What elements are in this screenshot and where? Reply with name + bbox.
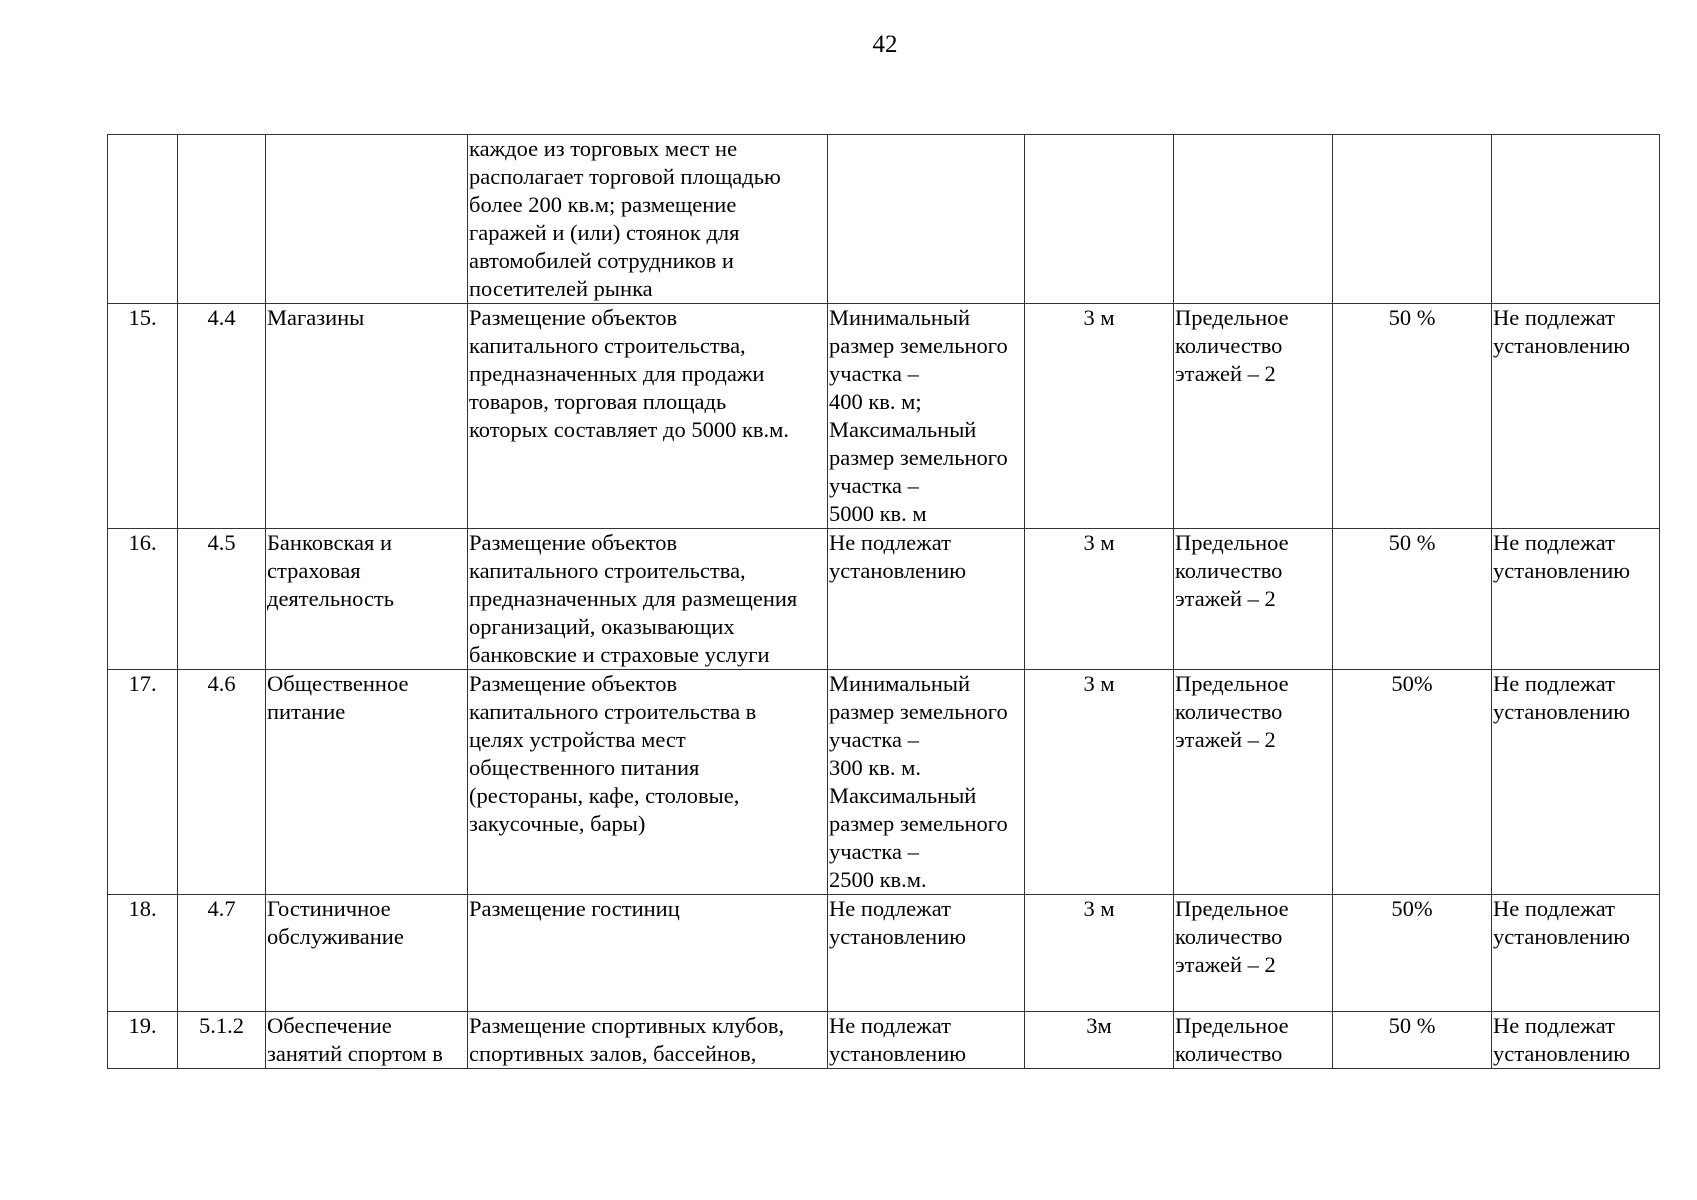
use-name-cell [266, 135, 468, 304]
setback-cell: 3 м [1025, 895, 1174, 1012]
use-name-cell: Гостиничное обслуживание [266, 895, 468, 1012]
row-number-cell: 17. [108, 670, 178, 895]
setback-cell: 3 м [1025, 670, 1174, 895]
table-row [108, 529, 1660, 670]
floors-limit-cell: Предельное количество этажей – 2 [1174, 529, 1333, 670]
table-row [108, 895, 1660, 1012]
restrictions-cell: Не подлежат установлению [1492, 670, 1660, 895]
coverage-percent-cell: 50 % [1333, 529, 1492, 670]
use-description-cell: Размещение объектов капитального строительства, предназначенных для размещения организаций, оказывающих банковские и страховые услуги [468, 529, 828, 670]
use-description-cell: Размещение объектов капитального строительства в целях устройства мест общественного питания (рестораны, кафе, столовые, закусочные, бары) [468, 670, 828, 895]
restrictions-cell: Не подлежат установлению [1492, 895, 1660, 1012]
setback-cell: 3 м [1025, 529, 1174, 670]
plot-size-cell: Не подлежат установлению [828, 895, 1025, 1012]
row-number-cell: 15. [108, 304, 178, 529]
row-number-cell: 19. [108, 1012, 178, 1069]
use-code-cell: 4.7 [178, 895, 266, 1012]
coverage-percent-cell [1333, 135, 1492, 304]
row-number-cell [108, 135, 178, 304]
restrictions-cell: Не подлежат установлению [1492, 304, 1660, 529]
restrictions-cell: Не подлежат установлению [1492, 529, 1660, 670]
coverage-percent-cell: 50 % [1333, 1012, 1492, 1069]
use-name-cell: Магазины [266, 304, 468, 529]
table-row [108, 1012, 1660, 1069]
use-code-cell: 4.4 [178, 304, 266, 529]
floors-limit-cell: Предельное количество этажей – 2 [1174, 895, 1333, 1012]
floors-limit-cell [1174, 135, 1333, 304]
setback-cell [1025, 135, 1174, 304]
row-number-cell: 16. [108, 529, 178, 670]
setback-cell: 3м [1025, 1012, 1174, 1069]
regulations-table [107, 134, 1660, 1069]
plot-size-cell: Не подлежат установлению [828, 529, 1025, 670]
floors-limit-cell: Предельное количество этажей – 2 [1174, 304, 1333, 529]
table-row [108, 135, 1660, 304]
plot-size-cell: Минимальный размер земельного участка – 400 кв. м; Максимальный размер земельного участка – 5000 кв. м [828, 304, 1025, 529]
floors-limit-cell: Предельное количество [1174, 1012, 1333, 1069]
coverage-percent-cell: 50% [1333, 670, 1492, 895]
use-code-cell: 5.1.2 [178, 1012, 266, 1069]
use-name-cell: Обеспечение занятий спортом в [266, 1012, 468, 1069]
use-name-cell: Банковская и страховая деятельность [266, 529, 468, 670]
table-row [108, 670, 1660, 895]
use-description-cell: Размещение объектов капитального строительства, предназначенных для продажи товаров, торговая площадь которых составляет до 5000 кв.м. [468, 304, 828, 529]
use-code-cell: 4.5 [178, 529, 266, 670]
floors-limit-cell: Предельное количество этажей – 2 [1174, 670, 1333, 895]
use-description-cell: Размещение спортивных клубов, спортивных залов, бассейнов, [468, 1012, 828, 1069]
use-code-cell [178, 135, 266, 304]
use-code-cell: 4.6 [178, 670, 266, 895]
use-description-cell: Размещение гостиниц [468, 895, 828, 1012]
restrictions-cell: Не подлежат установлению [1492, 1012, 1660, 1069]
row-number-cell: 18. [108, 895, 178, 1012]
page-number: 42 [872, 31, 898, 58]
plot-size-cell [828, 135, 1025, 304]
setback-cell: 3 м [1025, 304, 1174, 529]
table-row [108, 304, 1660, 529]
coverage-percent-cell: 50 % [1333, 304, 1492, 529]
plot-size-cell: Минимальный размер земельного участка – 300 кв. м. Максимальный размер земельного участка – 2500 кв.м. [828, 670, 1025, 895]
plot-size-cell: Не подлежат установлению [828, 1012, 1025, 1069]
restrictions-cell [1492, 135, 1660, 304]
use-description-cell: каждое из торговых мест не располагает торговой площадью более 200 кв.м; размещение гаражей и (или) стоянок для автомобилей сотрудников и посетителей рынка [468, 135, 828, 304]
use-name-cell: Общественное питание [266, 670, 468, 895]
coverage-percent-cell: 50% [1333, 895, 1492, 1012]
